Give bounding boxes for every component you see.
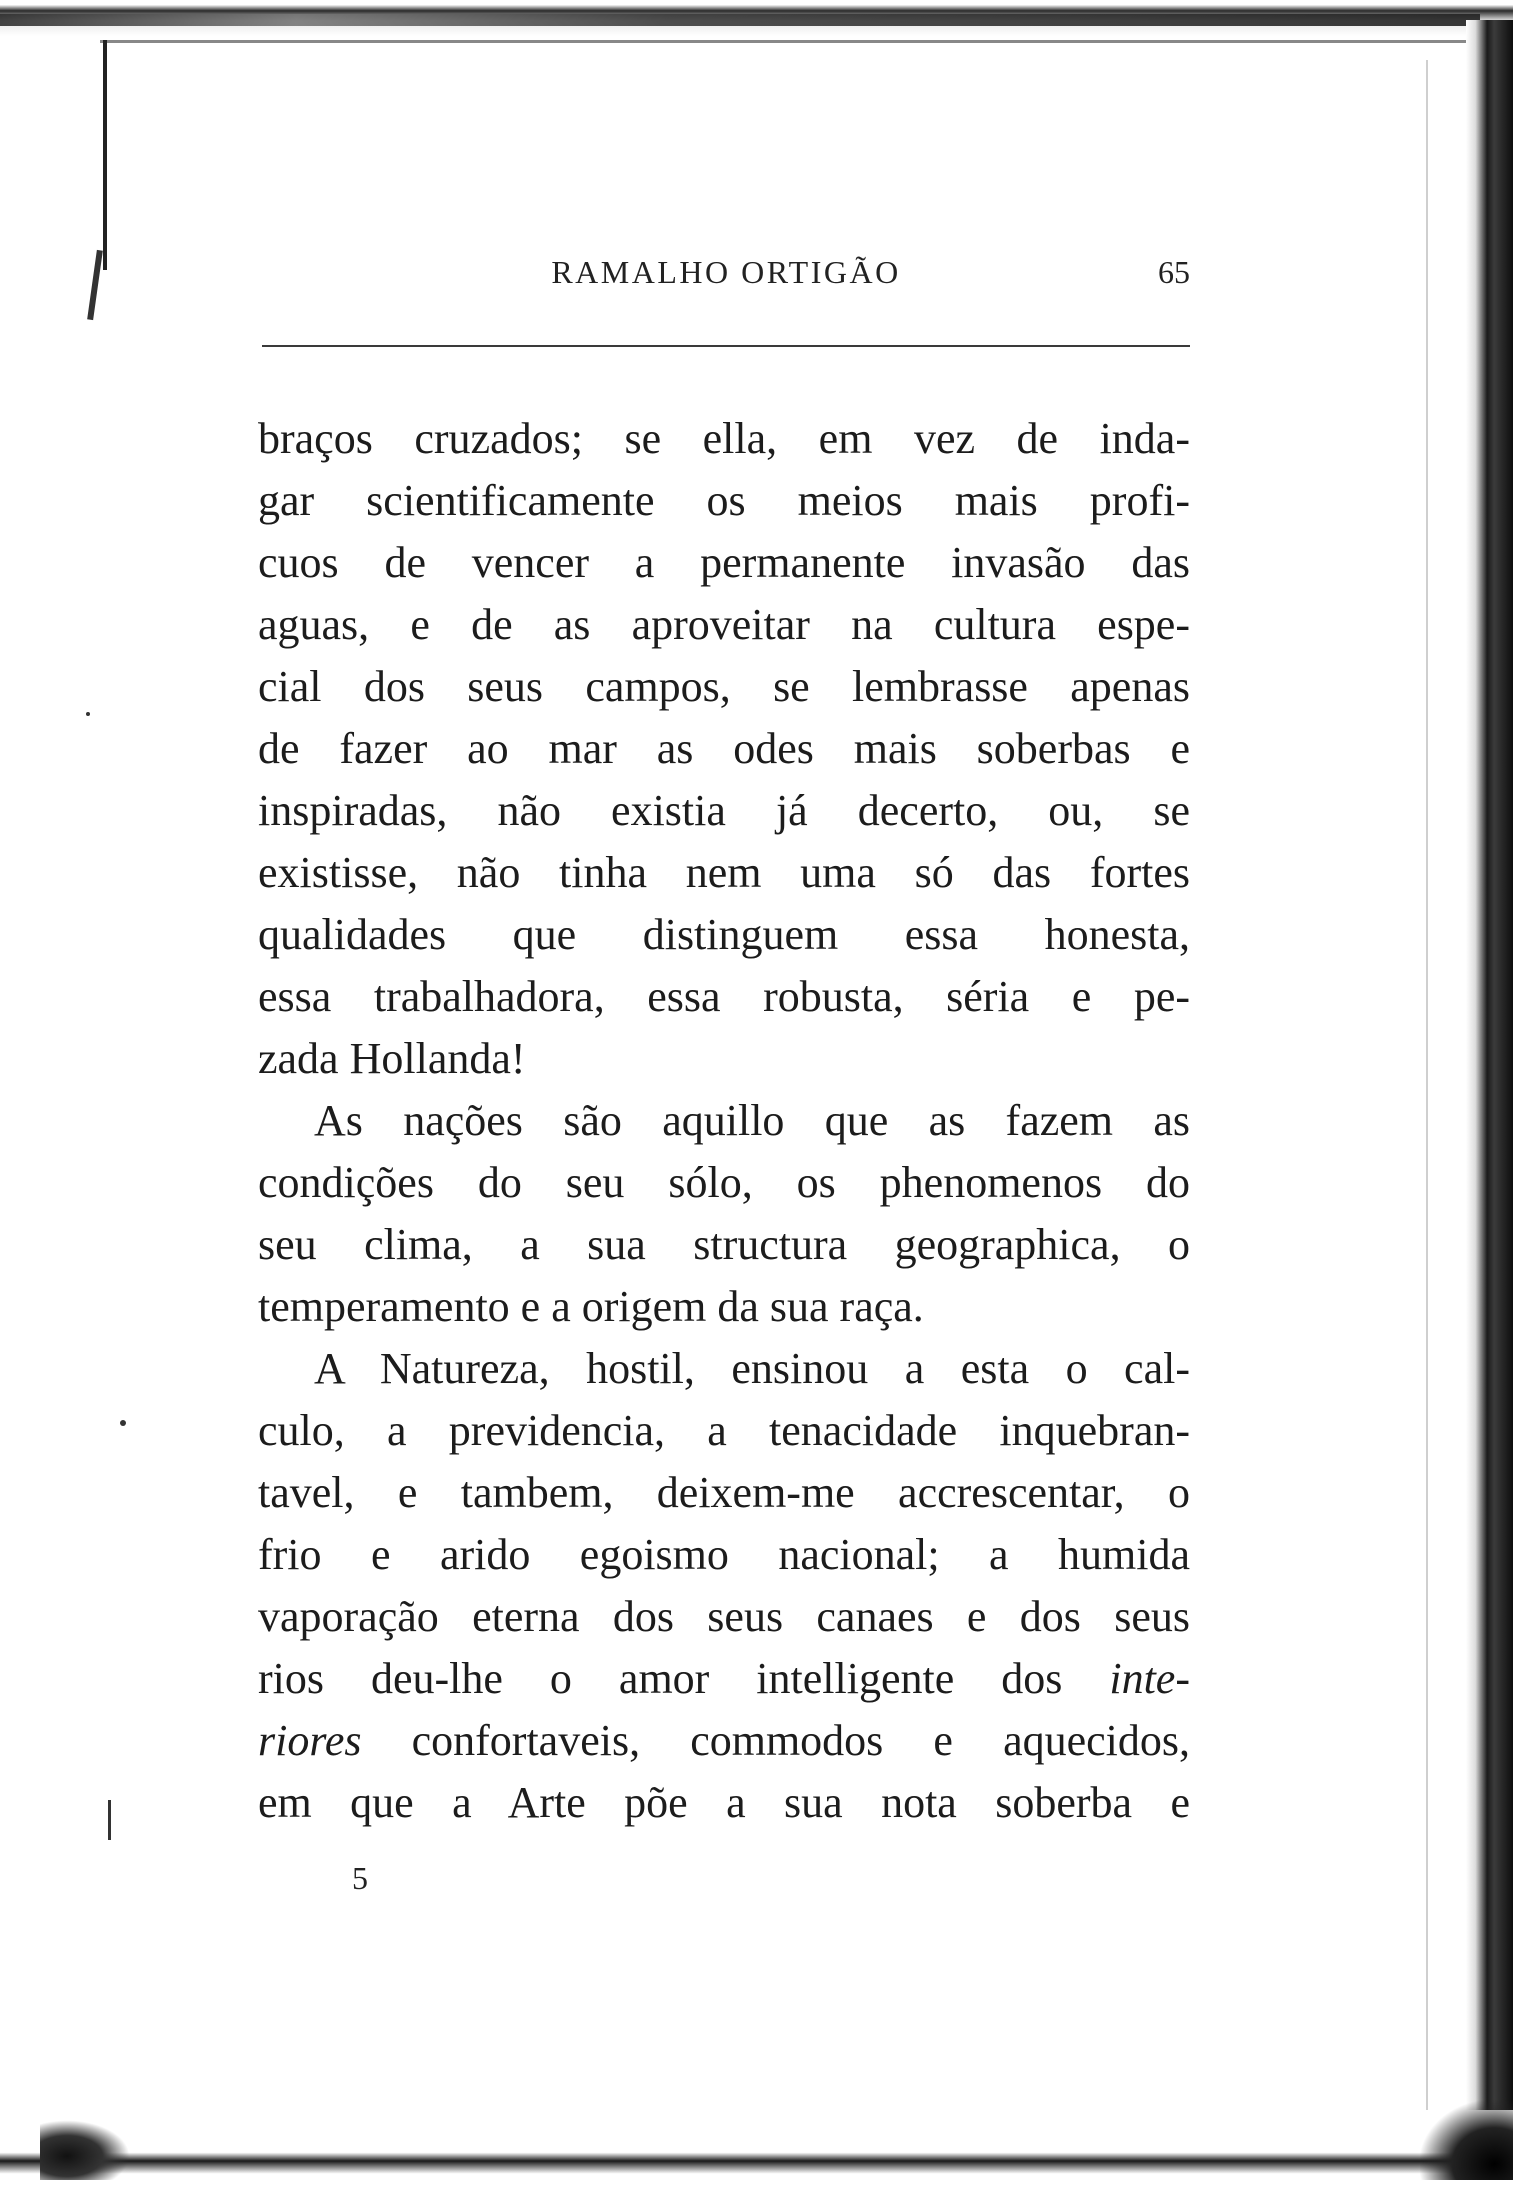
page-number: 65 [1158,254,1190,290]
scan-top-shadow [0,14,1480,26]
italic-segment: riores [258,1716,362,1765]
text-line: essa trabalhadora, essa robusta, séria e pe- [258,972,1190,1021]
text-line-mixed [258,1710,1190,1772]
text-line: existisse, não tinha nem uma só das fortes [258,848,1190,897]
italic-segment: inte- [1109,1654,1190,1703]
text-line: braços cruzados; se ella, em vez de inda- [258,414,1190,463]
text-line-mixed [258,1648,1190,1710]
text-line: gar scientificamente os meios mais profi- [258,476,1190,525]
scan-top-line [100,40,1500,43]
scan-bottom-right-corner [1420,2100,1513,2180]
scan-right-line [1426,60,1428,2110]
text-line: cial dos seus campos, se lembrasse apenas [258,662,1190,711]
body-text [258,408,1190,1834]
text-segment: confortaveis, commodos e aquecidos, [361,1716,1190,1765]
signature-mark: 5 [352,1860,368,1896]
text-line: de fazer ao mar as odes mais soberbas e [258,724,1190,773]
text-line: zada Hollanda! [258,1034,526,1083]
running-head [262,248,1190,308]
text-line: culo, a previdencia, a tenacidade inquebran- [258,1406,1190,1455]
text-line: seu clima, a sua structura geographica, o [258,1220,1190,1269]
scan-bottom-edge [0,2110,1513,2195]
text-line: cuos de vencer a permanente invasão das [258,538,1190,587]
text-line: frio e arido egoismo nacional; a humida [258,1530,1190,1579]
scan-left-edge [103,40,107,270]
text-segment: rios deu-lhe o amor intelligente dos [258,1654,1110,1703]
text-line: temperamento e a origem da sua raça. [258,1282,924,1331]
text-line: condições do seu sólo, os phenomenos do [258,1158,1190,1207]
scan-speck [120,1420,126,1426]
running-title: RAMALHO ORTIGÃO [551,254,901,290]
header-rule [262,345,1190,347]
text-line: A Natureza, hostil, ensinou a esta o cal- [314,1344,1190,1393]
text-line: inspiradas, não existia já decerto, ou, se [258,786,1190,835]
text-line: em que a Arte põe a sua nota soberba e [258,1778,1190,1827]
scan-right-edge [1466,20,1513,2170]
text-line: As nações são aquillo que as fazem as [314,1096,1190,1145]
scan-top-edge [0,0,1513,60]
scan-speck [86,712,90,716]
scan-left-mark [87,250,103,320]
text-line: tavel, e tambem, deixem-me accrescentar, o [258,1468,1190,1517]
scan-speck [108,1800,111,1840]
text-line: vaporação eterna dos seus canaes e dos seus [258,1592,1190,1641]
scan-bottom-left-corner [40,2120,130,2180]
text-line: qualidades que distinguem essa honesta, [258,910,1190,959]
text-line: aguas, e de as aproveitar na cultura espe- [258,600,1190,649]
